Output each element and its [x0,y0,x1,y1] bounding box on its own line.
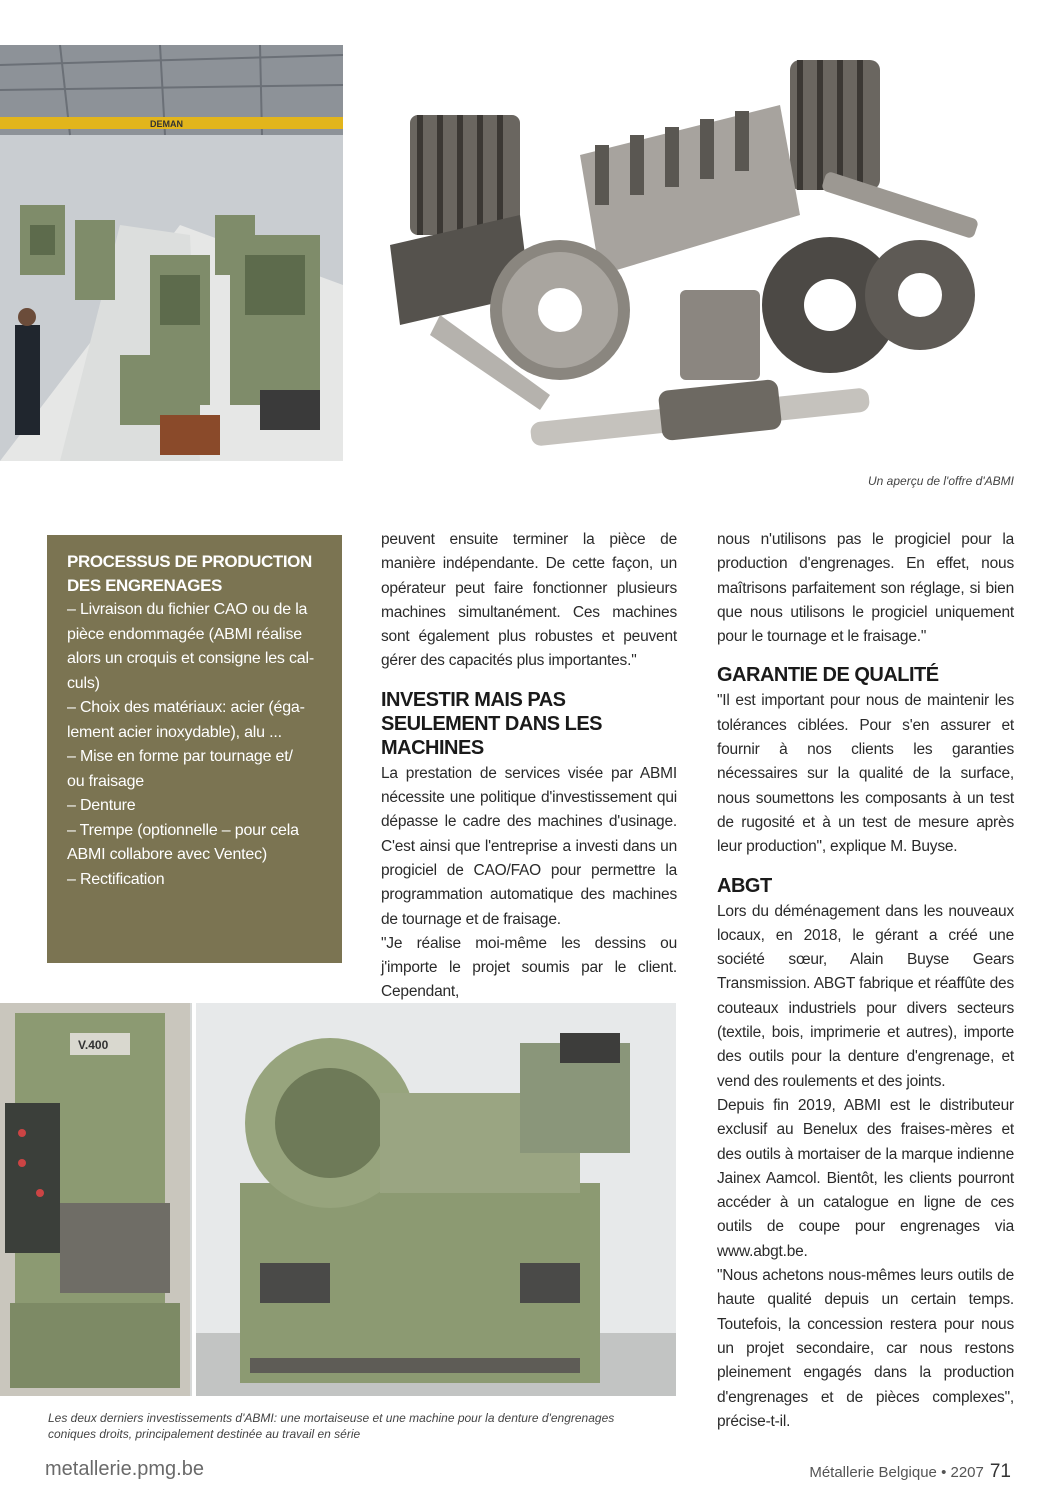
box-title [67,550,322,598]
section-heading: INVESTIR MAIS PAS SEULEMENT DANS LES MACHINES [381,688,603,759]
box-line: culs) [67,674,100,692]
box-line: – Mise en forme par tournage et/ [67,748,293,765]
page-number: 71 [989,1461,1011,1482]
box-line: – Livraison du fichier CAO ou de la [67,601,308,618]
paragraph: La prestation de services visée par ABMI nécessite une politique d'investissement qui dépasse le cadre des machines d'usinage. C'est ainsi que l'entreprise a investi dans un progiciel de CAO/FAO pour permettre la programmation automatique des machines de tournage et de fraisage. [381,764,677,928]
box-line: ou fraisage [67,772,144,790]
section-heading: GARANTIE DE QUALITÉ [717,664,939,687]
caption-line: coniques droits, principalement destinée au travail en série [48,1427,361,1441]
paragraph: Depuis fin 2019, ABMI est le distributeur exclusif au Benelux des fraises-mères et des outils à mortaiser de la marque indienne Jainex Aamcol. Bientôt, les clients pourront accéder à un catalogue en ligne de ces outils de coupe pour engrenages via www.abgt.be. [717,1096,1014,1260]
paragraph: "Je réalise moi-même les dessins ou j'importe le projet soumis par le client. Cependant, [381,934,677,1001]
box-line: – Choix des matériaux: acier (éga- [67,699,305,716]
factory-floor-photo [0,45,343,461]
publication-name: Métallerie Belgique • 2207 [809,1464,984,1481]
machine-label: V.400 [78,1038,109,1052]
page-footer [809,1461,1011,1483]
article-column-middle [381,528,677,1005]
gear-tools-photo [380,45,1012,465]
caption-line: Les deux derniers investissements d'ABMI: une mortaiseuse et une machine pour la denture d'engrenages [48,1411,615,1425]
paragraph: nous n'utilisons pas le progiciel pour la production d'engrenages. En effet, nous maîtrisons parfaitement son réglage, si bien que nous utilisons le progiciel uniquement pour le tournage et le fraisage." [717,531,1014,646]
box-line: – Denture [67,797,136,814]
section-heading: ABGT [717,874,772,897]
top-photo-caption: Un aperçu de l'offre d'ABMI [868,474,1014,488]
box-line: – Trempe (optionnelle – pour cela [67,821,299,839]
crane-label: DEMAN [150,119,183,129]
bottom-photo-caption [48,1410,648,1442]
production-process-box [47,535,342,963]
paragraph: Lors du déménagement dans les nouveaux locaux, en 2018, le gérant a créé une société sœur, Alain Buyse Gears Transmission. ABGT fabrique et réaffûte des couteaux industriels pour divers secteurs (textile, bois, imprimerie et autres), importe des outils pour la denture d'engrenage, et vend des roulements et des joints. [717,902,1014,1090]
box-title-line: DES ENGRENAGES [67,576,222,595]
box-line: alors un croquis et consigne les cal- [67,650,314,667]
machines-photo [0,1003,676,1396]
paragraph: "Il est important pour nous de maintenir les tolérances ciblées. Pour s'en assurer et fournir à nos clients les garanties nécessaires sur la qualité de la surface, nous soumettons les composants à un test de rugosité et à un test de mesure après leur production", explique M. Buyse. [717,692,1014,856]
box-title-line: PROCESSUS DE PRODUCTION [67,552,312,571]
paragraph: peuvent ensuite terminer la pièce de manière indépendante. De cette façon, un opérateur peut faire fonctionner plusieurs machines simultanément. Ces machines sont également plus robustes et peuvent gérer des capacités plus importantes." [381,531,677,670]
box-line: pièce endommagée (ABMI réalise [67,625,303,643]
paragraph: "Nous achetons nous-mêmes leurs outils de haute qualité depuis un certain temps. Toutefois, la concession restera pour nous un projet secondaire, car nous restons pleinement engagés dans la production d'engrenages et de pièces complexes", précise-t-il. [717,1267,1014,1430]
box-line: – Rectification [67,870,165,888]
article-column-right [717,528,1014,1434]
website-url[interactable]: metallerie.pmg.be [45,1458,204,1480]
box-line: lement acier inoxydable), alu ... [67,723,282,741]
box-line: ABMI collabore avec Ventec) [67,846,268,863]
